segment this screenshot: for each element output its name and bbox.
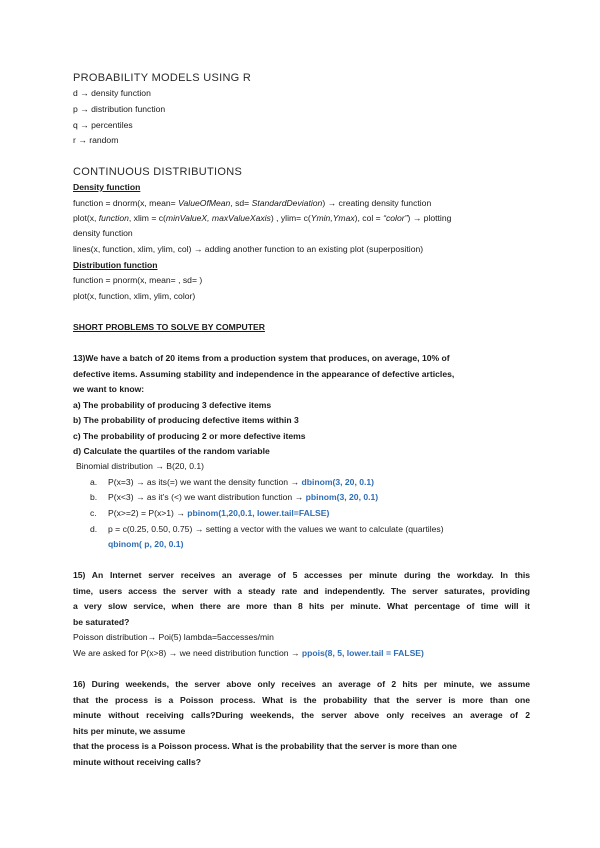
density-function-heading: Density function [73,182,141,192]
dnorm-line: function = dnorm(x, mean= ValueOfMean, sd= StandardDeviation) → creating density function [73,198,432,208]
problem-13-question-d: d) Calculate the quartiles of the random variable [73,446,270,456]
problem-16-line: hits per minute, we assume [73,726,186,736]
problem-13-line: defective items. Assuming stability and independence in the appearance of defective articles, [73,369,455,379]
problem-16-line: minute without receiving calls?During weekends, the server above only receives an average of 2 [73,710,530,720]
list-label: a. [90,477,98,487]
problem-15-line: be saturated? [73,617,130,627]
lines-line: lines(x, function, xlim, ylim, col) → adding another function to an existing plot (superposition) [73,244,424,254]
r-code: ppois(8, 5, lower.tail = FALSE) [301,648,424,658]
list-item: p = c(0.25, 0.50, 0.75) → setting a vector with the values we want to calculate (quartiles) [108,524,444,534]
section-title-probability-models: PROBABILITY MODELS USING R [73,72,252,84]
problem-13-line: we want to know: [73,384,145,394]
distribution-function-heading: Distribution function [73,260,158,270]
list-label: c. [90,508,97,518]
qbinom-code: qbinom( p, 20, 0.1) [108,539,184,549]
section-title-continuous-distributions: CONTINUOUS DISTRIBUTIONS [73,166,243,178]
problem-16-line: 16) During weekends, the server above only receives an average of 2 hits per minute, we assume [73,679,530,689]
list-item: d → density function [73,88,151,98]
r-code: dbinom(3, 20, 0.1) [301,477,375,487]
pnorm-line: function = pnorm(x, mean= , sd= ) [73,275,203,285]
list-item: P(x>=2) = P(x>1) → pbinom(1,20,0.1, lower.tail=FALSE) [108,508,330,518]
plot-distribution-line: plot(x, function, xlim, ylim, color) [73,291,196,301]
problem-15-line: a very slow service, when there are more than 8 hits per minute. What percentage of time will it [73,601,530,611]
problem-16-line: minute without receiving calls? [73,757,201,767]
ppois-line: We are asked for P(x>8) → we need distribution function → ppois(8, 5, lower.tail = FALSE) [73,648,424,658]
list-label: d. [90,524,98,534]
binomial-distribution-line: Binomial distribution → B(20, 0.1) [76,461,205,471]
list-label: b. [90,492,98,502]
r-code: pbinom(1,20,0.1, lower.tail=FALSE) [187,508,330,518]
r-code: pbinom(3, 20, 0.1) [305,492,379,502]
list-item: P(x=3) → as its(=) we want the density function → dbinom(3, 20, 0.1) [108,477,375,487]
list-item: r → random [73,135,119,145]
plot-line-continued: density function [73,228,133,238]
list-item: q → percentiles [73,120,133,130]
problem-13-question-a: a) The probability of producing 3 defective items [73,400,272,410]
problem-16-line: that the process is a Poisson process. What is the probability that the server is more than one [73,695,530,705]
problem-13-question-b: b) The probability of producing defective items within 3 [73,415,299,425]
list-item: p → distribution function [73,104,166,114]
problem-15-line: 15) An Internet server receives an average of 5 accesses per minute during the workday. In this [73,570,530,580]
problem-13-question-c: c) The probability of producing 2 or more defective items [73,431,306,441]
problem-13-line: 13)We have a batch of 20 items from a production system that produces, on average, 10% of [73,353,450,363]
problem-16-line: that the process is a Poisson process. What is the probability that the server is more than one [73,741,457,751]
list-item: P(x<3) → as it’s (<) we want distribution function → pbinom(3, 20, 0.1) [108,492,379,502]
poisson-distribution-line: Poisson distribution→ Poi(5) lambda=5accesses/min [73,632,274,642]
problem-15-line: time, users access the server with a steady rate and independently. The server saturates, providing [73,586,530,596]
plot-line: plot(x, function, xlim = c(minValueX, maxValueXaxis) , ylim= c(Ymin,Ymax), col = “color”) → plotting [73,213,452,223]
short-problems-title: SHORT PROBLEMS TO SOLVE BY COMPUTER [73,322,265,332]
